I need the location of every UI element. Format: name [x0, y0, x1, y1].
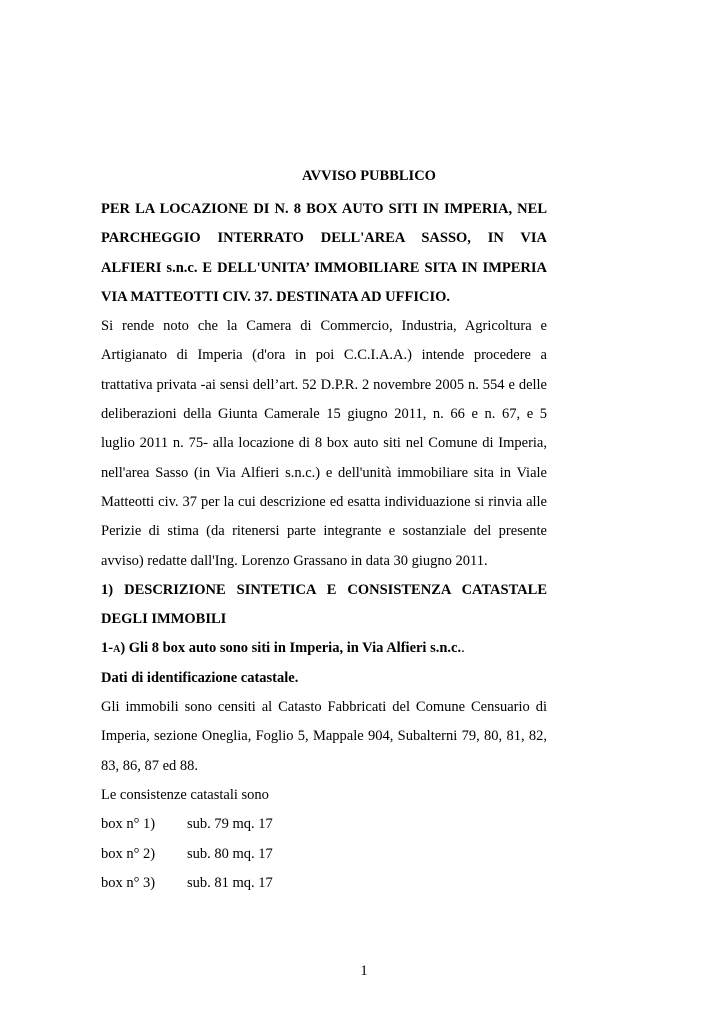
intro-line: nell'area Sasso (in Via Alfieri s.n.c.) e dell'unità immobiliare sita in Viale [101, 464, 547, 481]
heading-line: ALFIERI s.n.c. E DELL'UNITA’ IMMOBILIARE SITA IN IMPERIA [101, 259, 547, 276]
box-label: box n° 1) [101, 816, 156, 833]
catasto-line: Gli immobili sono censiti al Catasto Fabbricati del Comune Censuario di [101, 699, 547, 716]
box-value: sub. 79 mq. 17 [187, 816, 273, 833]
box-entry [101, 869, 547, 898]
intro-line: trattativa privata -ai sensi dell’art. 52 D.P.R. 2 novembre 2005 n. 554 e delle [101, 376, 547, 393]
box-label: box n° 2) [101, 845, 156, 862]
intro-line: luglio 2011 n. 75- alla locazione di 8 box auto siti nel Comune di Imperia, [101, 435, 547, 452]
catasto-heading: Dati di identificazione catastale. [101, 669, 299, 686]
subsection-heading [101, 634, 547, 663]
subsection-prefix: 1- [101, 640, 114, 657]
catasto-line: Imperia, sezione Oneglia, Foglio 5, Mappale 904, Subalterni 79, 80, 81, 82, [101, 728, 547, 745]
heading-line: PER LA LOCAZIONE DI N. 8 BOX AUTO SITI IN IMPERIA, NEL [101, 201, 547, 217]
subsection-prefix-letter: A [113, 644, 121, 656]
box-value: sub. 81 mq. 17 [187, 874, 273, 891]
box-label: box n° 3) [101, 874, 156, 891]
catasto-line: 83, 86, 87 ed 88. [101, 757, 199, 774]
heading-line: PARCHEGGIO INTERRATO DELL'AREA SASSO, IN VIA [101, 230, 547, 247]
subsection-text: ) Gli 8 box auto sono siti in Imperia, in Via Alfieri s.n.c. [120, 640, 462, 657]
consistenze-intro: Le consistenze catastali sono [101, 786, 269, 803]
section-heading-line: DEGLI IMMOBILI [101, 611, 227, 628]
page-number: 1 [360, 963, 368, 979]
intro-line: avviso) redatte dall'Ing. Lorenzo Grassano in data 30 giugno 2011. [101, 552, 488, 569]
document-body [101, 195, 547, 898]
box-entry [101, 810, 547, 839]
box-entry [101, 840, 547, 869]
intro-line: Matteotti civ. 37 per la cui descrizione ed esatta individuazione si rinvia alle [101, 493, 547, 510]
intro-line: Artigianato di Imperia (d'ora in poi C.C.I.A.A.) intende procedere a [101, 347, 547, 364]
box-value: sub. 80 mq. 17 [187, 845, 273, 862]
section-heading-line: 1) DESCRIZIONE SINTETICA E CONSISTENZA CATASTALE [101, 581, 547, 598]
intro-line: Si rende noto che la Camera di Commercio, Industria, Agricoltura e [101, 318, 547, 335]
heading-line: VIA MATTEOTTI CIV. 37. DESTINATA AD UFFICIO. [101, 288, 451, 305]
intro-line: deliberazioni della Giunta Camerale 15 giugno 2011, n. 66 e n. 67, e 5 [101, 406, 547, 423]
document-title: AVVISO PUBBLICO [302, 168, 436, 184]
subsection-trailing: . [461, 640, 465, 657]
intro-line: Perizie di stima (da ritenersi parte integrante e sostanziale del presente [101, 523, 547, 540]
